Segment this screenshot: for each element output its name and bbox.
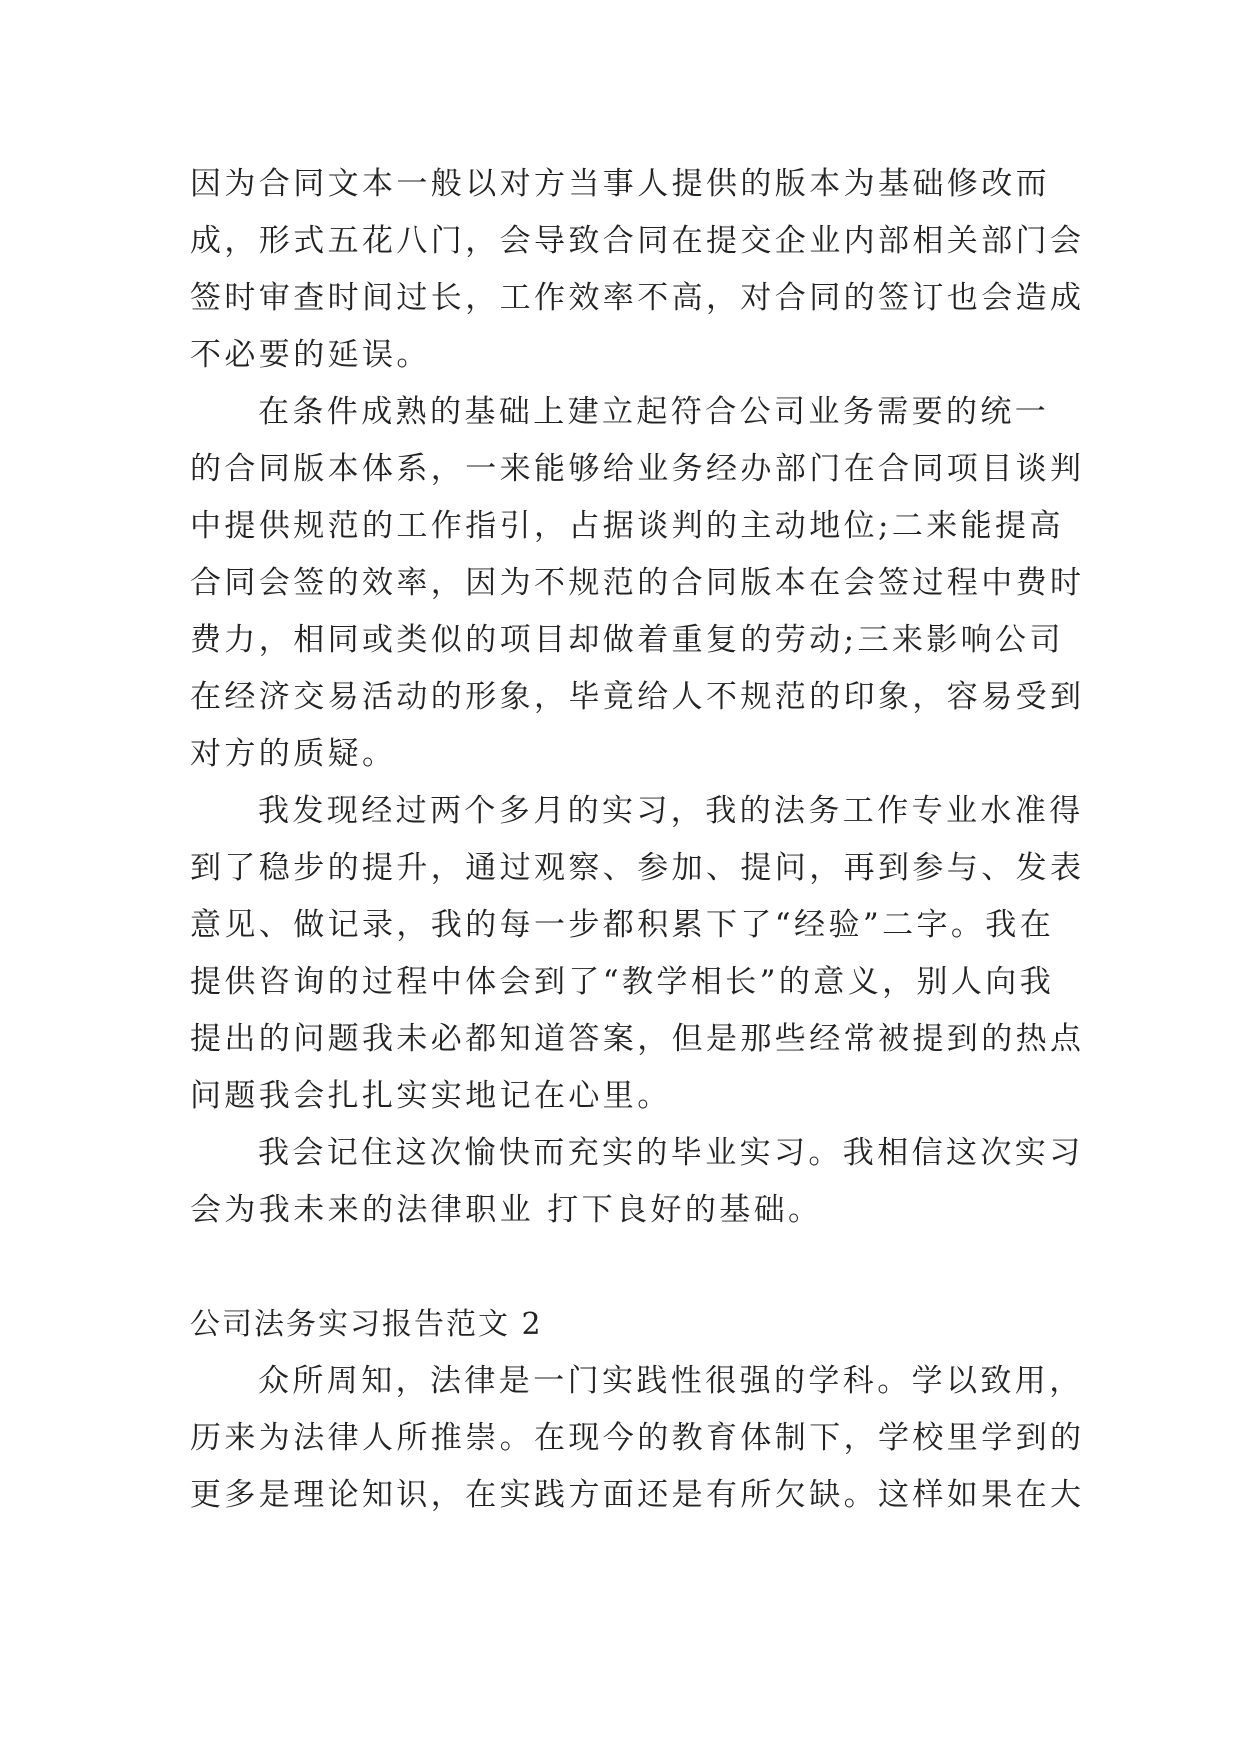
text-line: 的合同版本体系，一来能够给业务经办部门在合同项目谈判: [190, 451, 1085, 487]
text-line: 成，形式五花八门，会导致合同在提交企业内部相关部门会: [190, 223, 1085, 259]
text-line: 签时审查时间过长，工作效率不高，对合同的签订也会造成: [190, 280, 1085, 316]
text-line: 费力，相同或类似的项目却做着重复的劳动;三来影响公司: [190, 622, 1064, 658]
text-line: 到了稳步的提升，通过观察、参加、提问，再到参与、发表: [190, 850, 1085, 886]
text-line: 会为我未来的法律职业 打下良好的基础。: [190, 1192, 823, 1228]
text-line: 意见、做记录，我的每一步都积累下了“经验”二字。我在: [190, 907, 1055, 943]
text-line: 合同会签的效率，因为不规范的合同版本在会签过程中费时: [190, 565, 1085, 601]
text-line: 在经济交易活动的形象，毕竟给人不规范的印象，容易受到: [190, 679, 1085, 715]
text-line: 因为合同文本一般以对方当事人提供的版本为基础修改而: [190, 166, 1050, 202]
text-line: 对方的质疑。: [190, 736, 397, 772]
text-line: 不必要的延误。: [190, 337, 431, 373]
text-line: 我会记住这次愉快而充实的毕业实习。我相信这次实习: [258, 1135, 1084, 1171]
text-line: 众所周知，法律是一门实践性很强的学科。学以致用，: [258, 1363, 1084, 1399]
text-line: 提出的问题我未必都知道答案，但是那些经常被提到的热点: [190, 1021, 1085, 1057]
text-line: 更多是理论知识，在实践方面还是有所欠缺。这样如果在大: [190, 1477, 1085, 1513]
text-line: 中提供规范的工作指引，占据谈判的主动地位;二来能提高: [190, 508, 1064, 544]
text-line: 提供咨询的过程中体会到了“教学相长”的意义，别人向我: [190, 964, 1055, 1000]
paragraph-1: [190, 156, 1085, 384]
paragraph-3: [190, 783, 1085, 1125]
text-line: 我发现经过两个多月的实习，我的法务工作专业水准得: [258, 793, 1084, 829]
paragraph-2: [190, 384, 1085, 783]
paragraph-5: [190, 1353, 1085, 1524]
text-line: 问题我会扎扎实实地记在心里。: [190, 1078, 672, 1114]
section-heading: 公司法务实习报告范文 2: [190, 1307, 543, 1342]
text-line: 在条件成熟的基础上建立起符合公司业务需要的统一: [258, 394, 1050, 430]
paragraph-4: [190, 1125, 1084, 1239]
document-body: [190, 156, 1085, 1524]
text-line: 历来为法律人所推崇。在现今的教育体制下，学校里学到的: [190, 1420, 1085, 1456]
